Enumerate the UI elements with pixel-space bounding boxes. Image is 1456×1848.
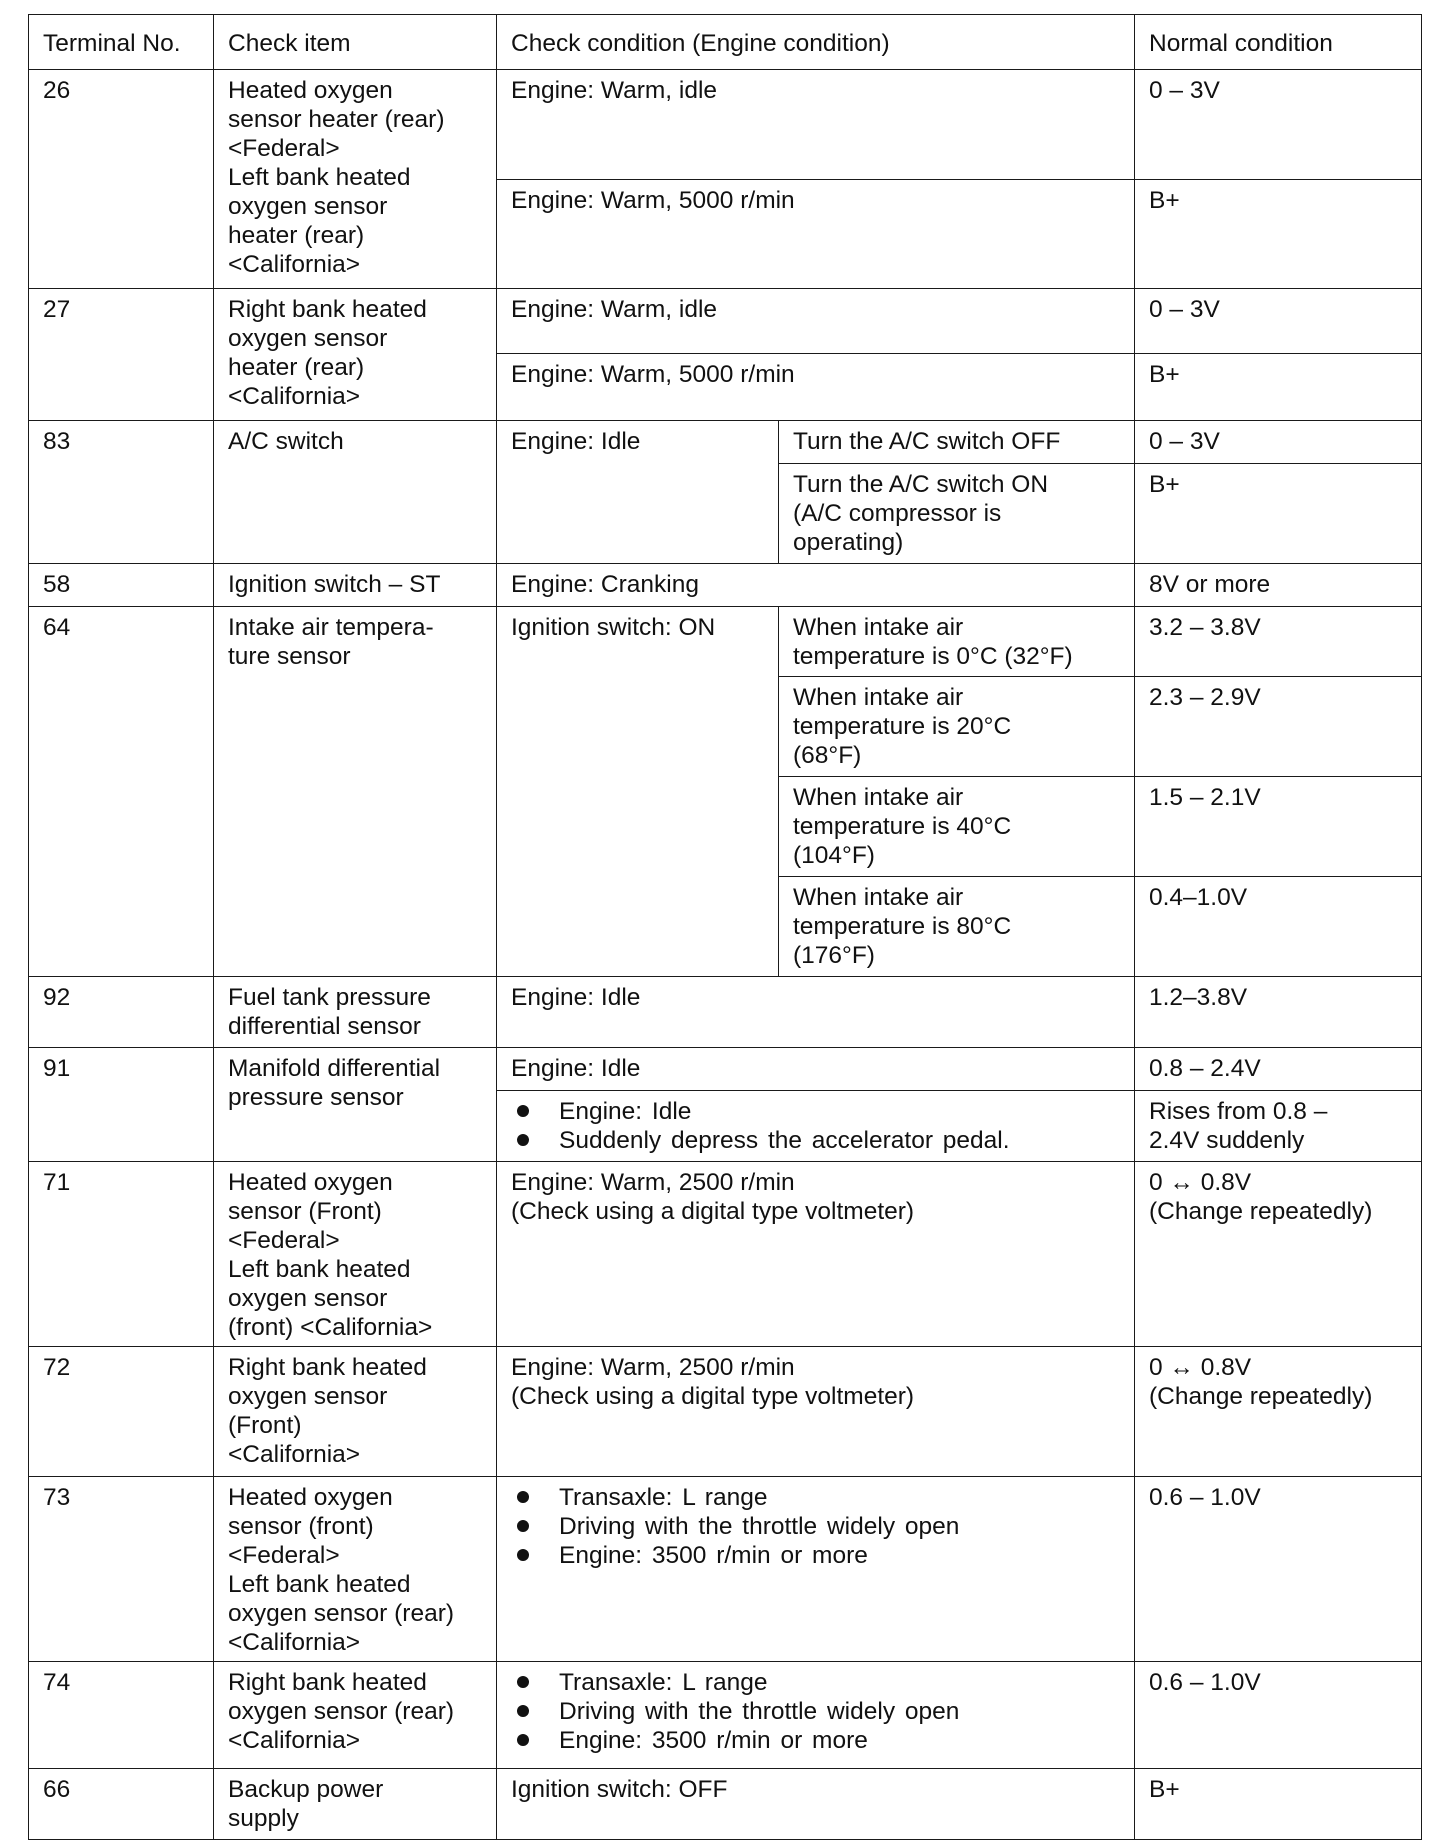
normal-condition: 0.6 – 1.0V <box>1135 1477 1422 1662</box>
bullet-text: Driving with the throttle widely open <box>559 1513 960 1540</box>
bullet-text: Engine: 3500 r/min or more <box>559 1727 868 1754</box>
check-condition-bullets <box>497 1477 1135 1662</box>
terminal-number: 91 <box>29 1048 214 1162</box>
header-row <box>29 15 1422 70</box>
normal-condition: 0 – 3V <box>1135 70 1422 180</box>
sub-condition-text: When intake air temperature is 40°C (104°F) <box>793 784 1012 869</box>
sub-condition-text: When intake air temperature is 0°C (32°F) <box>793 614 1073 670</box>
table-row <box>29 607 1422 677</box>
bullet-dot-icon <box>517 1705 529 1717</box>
terminal-number: 64 <box>29 607 214 977</box>
terminal-number: 83 <box>29 421 214 564</box>
bullet-list <box>511 1668 1124 1755</box>
terminal-number: 92 <box>29 977 214 1048</box>
check-item <box>214 289 497 421</box>
table-row <box>29 564 1422 607</box>
normal-condition-text: 0 ↔ 0.8V (Change repeatedly) <box>1149 1354 1373 1410</box>
normal-condition: B+ <box>1135 354 1422 421</box>
table-row <box>29 1162 1422 1347</box>
normal-condition: 0 – 3V <box>1135 289 1422 354</box>
terminal-number: 71 <box>29 1162 214 1347</box>
check-item <box>214 1048 497 1162</box>
bullet-item <box>511 1668 1124 1697</box>
check-condition: Engine: Warm, 5000 r/min <box>497 180 1135 289</box>
header-check-item: Check item <box>214 15 497 70</box>
terminal-number: 66 <box>29 1769 214 1840</box>
terminal-number: 26 <box>29 70 214 289</box>
check-condition: Engine: Idle <box>497 977 1135 1048</box>
check-item-text: Fuel tank pressure differential sensor <box>228 984 431 1040</box>
check-item-text: Right bank heated oxygen sensor heater (rear) <California> <box>228 296 427 410</box>
normal-condition <box>1135 1162 1422 1347</box>
check-item-text: Right bank heated oxygen sensor (Front) <California> <box>228 1354 427 1468</box>
normal-condition: 3.2 – 3.8V <box>1135 607 1422 677</box>
header-terminal: Terminal No. <box>29 15 214 70</box>
table-row <box>29 421 1422 464</box>
check-item-text: Intake air tempera- ture sensor <box>228 614 434 670</box>
bullet-item <box>511 1512 1124 1541</box>
bullet-dot-icon <box>517 1134 529 1146</box>
normal-condition <box>1135 1091 1422 1162</box>
bullet-item <box>511 1126 1124 1155</box>
check-condition <box>497 1162 1135 1347</box>
check-item <box>214 1769 497 1840</box>
check-item-text: Heated oxygen sensor heater (rear) <Federal> Left bank heated oxygen sensor heater (rear) <California> <box>228 77 445 278</box>
check-condition: Engine: Cranking <box>497 564 1135 607</box>
bullet-item <box>511 1697 1124 1726</box>
normal-condition: 0 – 3V <box>1135 421 1422 464</box>
check-condition-bullets <box>497 1091 1135 1162</box>
table-row <box>29 289 1422 354</box>
normal-condition: 0.4–1.0V <box>1135 877 1422 977</box>
check-item <box>214 564 497 607</box>
check-condition: Engine: Warm, idle <box>497 70 1135 180</box>
bullet-item <box>511 1726 1124 1755</box>
check-condition-main: Ignition switch: ON <box>497 607 779 977</box>
normal-condition: 1.2–3.8V <box>1135 977 1422 1048</box>
normal-condition: 8V or more <box>1135 564 1422 607</box>
check-sub-condition <box>779 777 1135 877</box>
normal-condition-text: 0 ↔ 0.8V (Change repeatedly) <box>1149 1169 1373 1225</box>
normal-condition: 1.5 – 2.1V <box>1135 777 1422 877</box>
check-sub-condition <box>779 877 1135 977</box>
check-item <box>214 607 497 977</box>
bullet-text: Transaxle: L range <box>559 1669 768 1696</box>
header-check-condition: Check condition (Engine condition) <box>497 15 1135 70</box>
check-item <box>214 70 497 289</box>
bullet-dot-icon <box>517 1520 529 1532</box>
sub-condition-text: Turn the A/C switch OFF <box>793 428 1061 455</box>
bullet-text: Driving with the throttle widely open <box>559 1698 960 1725</box>
check-condition: Engine: Idle <box>497 1048 1135 1091</box>
check-condition-main: Engine: Idle <box>497 421 779 564</box>
check-item-text: Heated oxygen sensor (Front) <Federal> Left bank heated oxygen sensor (front) <California> <box>228 1169 433 1341</box>
check-condition-text: Engine: Warm, 2500 r/min (Check using a digital type voltmeter) <box>511 1354 915 1410</box>
bullet-item <box>511 1097 1124 1126</box>
bullet-dot-icon <box>517 1105 529 1117</box>
bullet-list <box>511 1097 1124 1155</box>
check-condition <box>497 1347 1135 1477</box>
normal-condition: 2.3 – 2.9V <box>1135 677 1422 777</box>
check-item-text: Manifold differential pressure sensor <box>228 1055 441 1111</box>
bullet-item <box>511 1541 1124 1570</box>
bullet-dot-icon <box>517 1491 529 1503</box>
bullet-dot-icon <box>517 1549 529 1561</box>
normal-condition: B+ <box>1135 464 1422 564</box>
check-sub-condition <box>779 677 1135 777</box>
check-item <box>214 1347 497 1477</box>
normal-condition: B+ <box>1135 180 1422 289</box>
check-sub-condition <box>779 421 1135 464</box>
check-item <box>214 1162 497 1347</box>
check-item-text: Ignition switch – ST <box>228 571 441 598</box>
check-item <box>214 1477 497 1662</box>
sub-condition-text: Turn the A/C switch ON (A/C compressor is operating) <box>793 471 1049 556</box>
terminal-number: 72 <box>29 1347 214 1477</box>
check-sub-condition <box>779 607 1135 677</box>
bullet-text: Engine: Idle <box>559 1098 692 1125</box>
bullet-dot-icon <box>517 1676 529 1688</box>
normal-condition: 0.6 – 1.0V <box>1135 1662 1422 1769</box>
check-condition: Ignition switch: OFF <box>497 1769 1135 1840</box>
check-condition-text: Engine: Warm, 2500 r/min (Check using a digital type voltmeter) <box>511 1169 915 1225</box>
terminal-number: 74 <box>29 1662 214 1769</box>
table-row <box>29 1347 1422 1477</box>
terminal-number: 27 <box>29 289 214 421</box>
terminal-number: 73 <box>29 1477 214 1662</box>
sub-condition-text: When intake air temperature is 20°C (68°F) <box>793 684 1012 769</box>
bullet-item <box>511 1483 1124 1512</box>
bullet-dot-icon <box>517 1734 529 1746</box>
bullet-text: Transaxle: L range <box>559 1484 768 1511</box>
bullet-text: Suddenly depress the accelerator pedal. <box>559 1127 1010 1154</box>
check-item-text: A/C switch <box>228 428 344 455</box>
check-item-text: Right bank heated oxygen sensor (rear) <California> <box>228 1669 455 1754</box>
table-row <box>29 1048 1422 1091</box>
terminal-voltage-table <box>28 14 1422 1840</box>
check-sub-condition <box>779 464 1135 564</box>
check-condition: Engine: Warm, idle <box>497 289 1135 354</box>
bullet-text: Engine: 3500 r/min or more <box>559 1542 868 1569</box>
check-item-text: Heated oxygen sensor (front) <Federal> Left bank heated oxygen sensor (rear) <California> <box>228 1484 455 1656</box>
check-item <box>214 977 497 1048</box>
normal-condition: B+ <box>1135 1769 1422 1840</box>
terminal-number: 58 <box>29 564 214 607</box>
table-row <box>29 977 1422 1048</box>
check-item-text: Backup power supply <box>228 1776 384 1832</box>
check-condition-bullets <box>497 1662 1135 1769</box>
table-row <box>29 1662 1422 1769</box>
table-row <box>29 70 1422 180</box>
normal-condition <box>1135 1347 1422 1477</box>
header-normal-condition: Normal condition <box>1135 15 1422 70</box>
table-row <box>29 1769 1422 1840</box>
normal-condition-text: Rises from 0.8 – 2.4V suddenly <box>1149 1098 1328 1154</box>
check-condition: Engine: Warm, 5000 r/min <box>497 354 1135 421</box>
sub-condition-text: When intake air temperature is 80°C (176°F) <box>793 884 1012 969</box>
normal-condition: 0.8 – 2.4V <box>1135 1048 1422 1091</box>
check-item <box>214 421 497 564</box>
check-item <box>214 1662 497 1769</box>
table-row <box>29 1477 1422 1662</box>
bullet-list <box>511 1483 1124 1570</box>
